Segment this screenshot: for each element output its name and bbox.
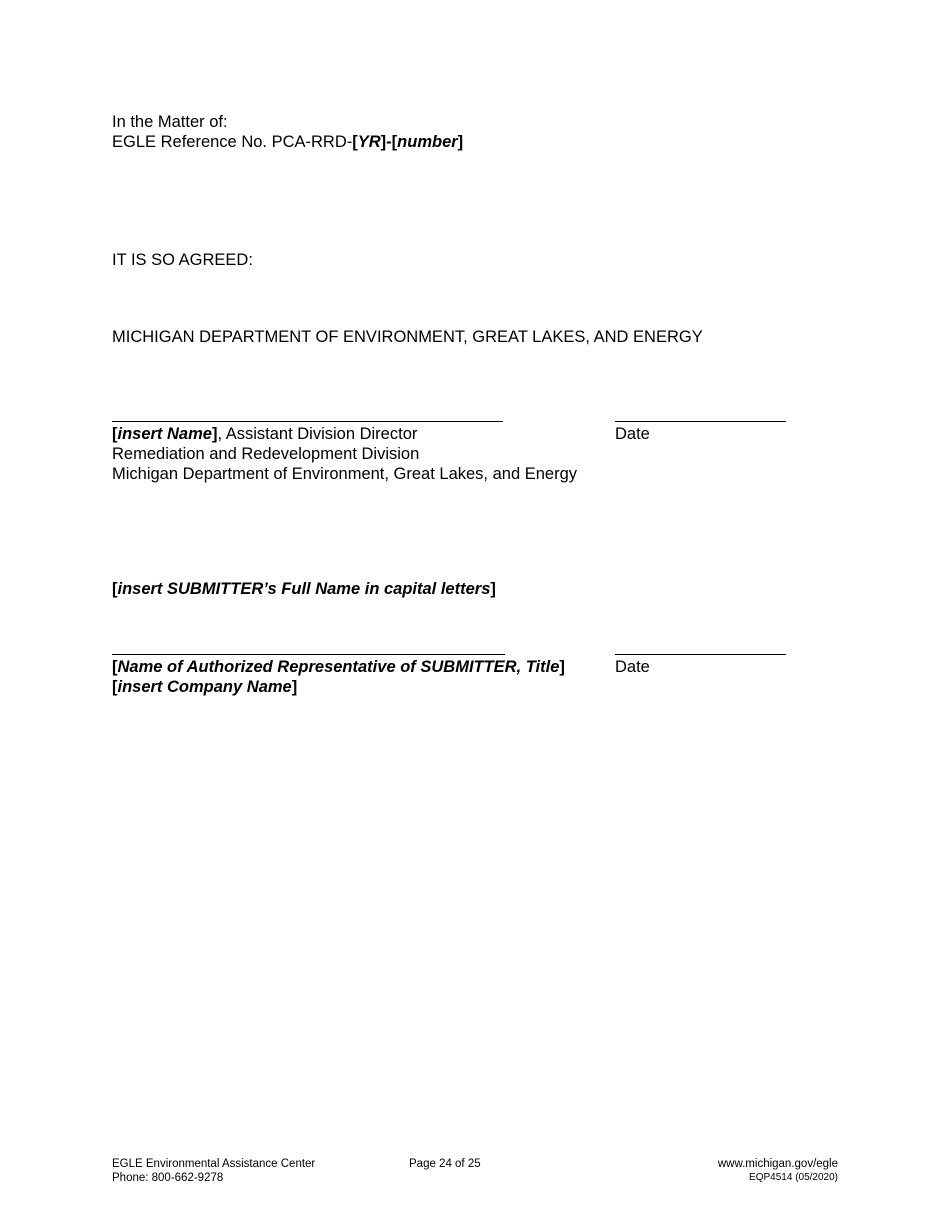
bracket-open: [ bbox=[112, 425, 118, 443]
bracket-close: ] bbox=[457, 133, 464, 151]
date-line-2 bbox=[615, 654, 786, 655]
department-heading: MICHIGAN DEPARTMENT OF ENVIRONMENT, GREAT LAKES, AND ENERGY bbox=[112, 328, 703, 346]
signatory-1-name-placeholder: insert Name bbox=[117, 425, 212, 443]
bracket-open: [ bbox=[112, 678, 118, 696]
company-name bbox=[112, 677, 297, 697]
bracket-close: ] bbox=[291, 678, 298, 696]
reference-number bbox=[112, 132, 463, 152]
signatory-1-agency: Michigan Department of Environment, Great Lakes, and Energy bbox=[112, 465, 577, 483]
date-line-1 bbox=[615, 421, 786, 422]
footer-center-name: EGLE Environmental Assistance Center bbox=[112, 1158, 316, 1170]
footer-phone: Phone: 800-662-9278 bbox=[112, 1172, 224, 1184]
submitter-full-name bbox=[112, 579, 496, 599]
footer-website[interactable]: www.michigan.gov/egle bbox=[717, 1158, 838, 1170]
date-label-1: Date bbox=[615, 425, 650, 443]
signature-line-2 bbox=[112, 654, 505, 655]
reference-prefix: EGLE Reference No. PCA-RRD- bbox=[112, 133, 353, 151]
matter-label: In the Matter of: bbox=[112, 113, 228, 131]
bracket-open: [ bbox=[112, 580, 118, 598]
representative-name-title bbox=[112, 657, 565, 677]
signatory-1-division: Remediation and Redevelopment Division bbox=[112, 445, 420, 463]
reference-year-placeholder: YR bbox=[357, 133, 381, 151]
representative-placeholder: Name of Authorized Representative of SUBMITTER, Title bbox=[117, 658, 560, 676]
signature-line-1 bbox=[112, 421, 503, 422]
submitter-full-name-placeholder: insert SUBMITTER’s Full Name in capital letters bbox=[117, 580, 491, 598]
bracket-close-dash-open: ]-[ bbox=[380, 133, 398, 151]
agreed-heading: IT IS SO AGREED: bbox=[112, 251, 253, 269]
bracket-close: ] bbox=[490, 580, 496, 598]
bracket-close: ] bbox=[559, 658, 565, 676]
signatory-1-name-title bbox=[112, 424, 417, 444]
footer-form-code: EQP4514 (05/2020) bbox=[749, 1172, 838, 1183]
company-name-placeholder: insert Company Name bbox=[117, 678, 292, 696]
bracket-open: [ bbox=[112, 658, 118, 676]
signatory-1-title: , Assistant Division Director bbox=[217, 425, 418, 443]
bracket-close: ] bbox=[211, 425, 218, 443]
footer-page-number: Page 24 of 25 bbox=[409, 1158, 481, 1170]
reference-number-placeholder: number bbox=[397, 133, 458, 151]
date-label-2: Date bbox=[615, 658, 650, 676]
bracket-open: [ bbox=[352, 133, 358, 151]
